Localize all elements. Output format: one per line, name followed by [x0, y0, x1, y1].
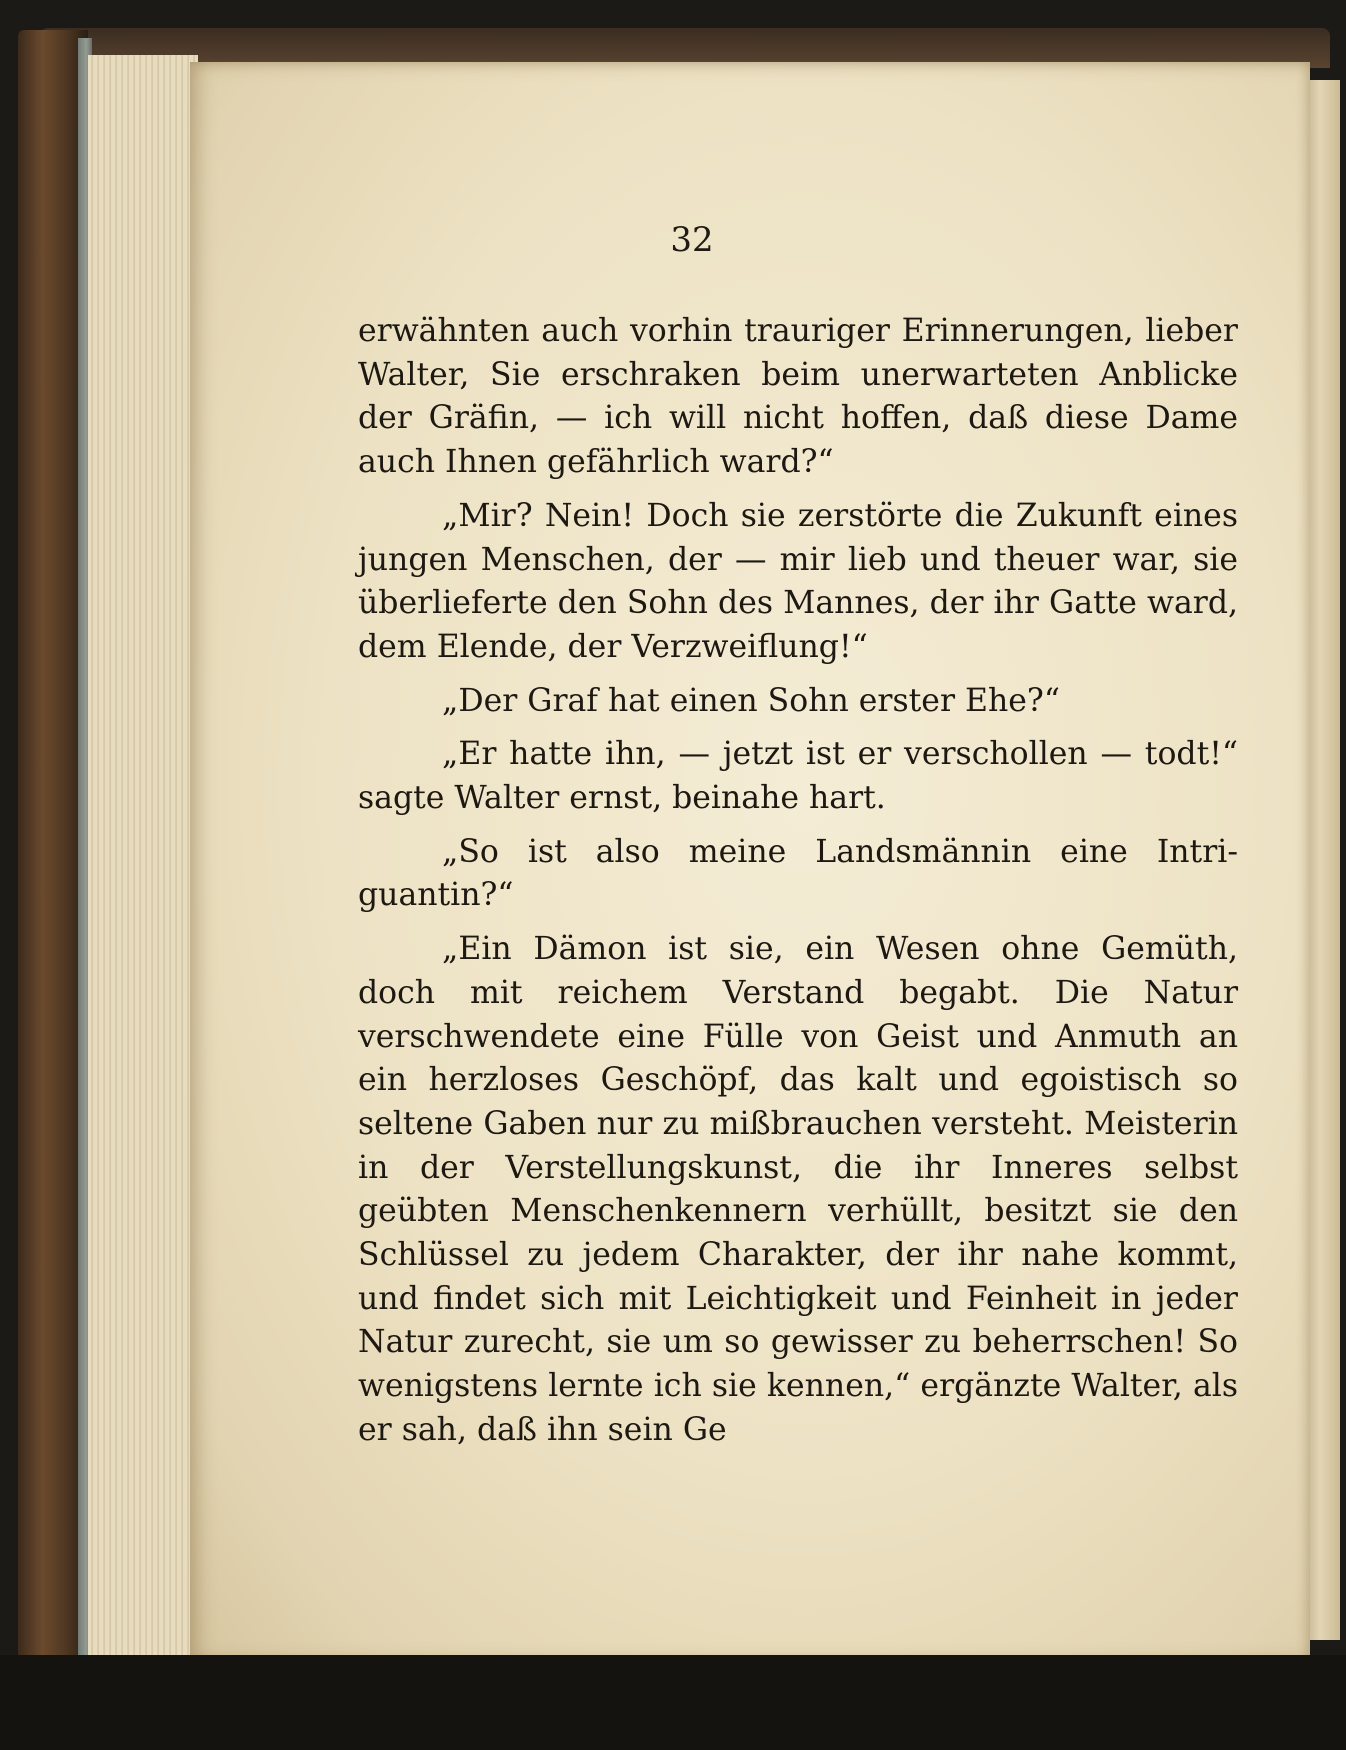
paragraph: „Er hatte ihn, — jetzt ist er verschollen — todt!“ sagte Walter ernst, beinahe hart.: [358, 736, 1238, 817]
paragraph-continued: erwähnten auch vorhin trauriger Erinnerungen, lieber Walter, Sie erschraken beim unerwarteten Anblicke der Gräfin, — ich will nicht hoffen, daß diese Dame auch Ihnen gefährlich ward?“: [358, 313, 1238, 481]
paragraph: „Ein Dämon ist sie, ein Wesen ohne Gemüth, doch mit reichem Verstand begabt. Die Natur verschwendete eine Fülle von Geist und Anmuth an ein herzloses Geschöpf, das kalt und egoistisch so seltene Gaben nur zu mißbrauchen versteht. Meisterin in der Verstellungskunst, die ihr Inneres selbst geübten Menschenkennern verhüllt, besitzt sie den Schlüssel zu jedem Charakter, der ihr nahe kommt, und findet sich mit Leichtigkeit und Feinheit in jeder Natur zurecht, sie um so gewisser zu beherrschen! So wenigstens lernte ich sie kennen,“ ergänzte Walter, als er sah, daß ihn sein Ge: [358, 931, 1238, 1448]
page-number: 32: [670, 220, 714, 260]
paragraph: „Der Graf hat einen Sohn erster Ehe?“: [442, 682, 1060, 719]
page-edges: [88, 55, 198, 1660]
page-text: [358, 310, 1238, 1453]
paragraph: „Mir? Nein! Doch sie zerstörte die Zukunft eines jungen Menschen, der — mir lieb und theuer war, sie überlieferte den Sohn des Mannes, der ihr Gatte ward, dem Elende, der Verzweiflung!“: [358, 497, 1238, 665]
scan-background: [0, 1655, 1346, 1750]
paragraph: „So ist also meine Landsmännin eine Intriguantin?“: [358, 833, 1238, 914]
